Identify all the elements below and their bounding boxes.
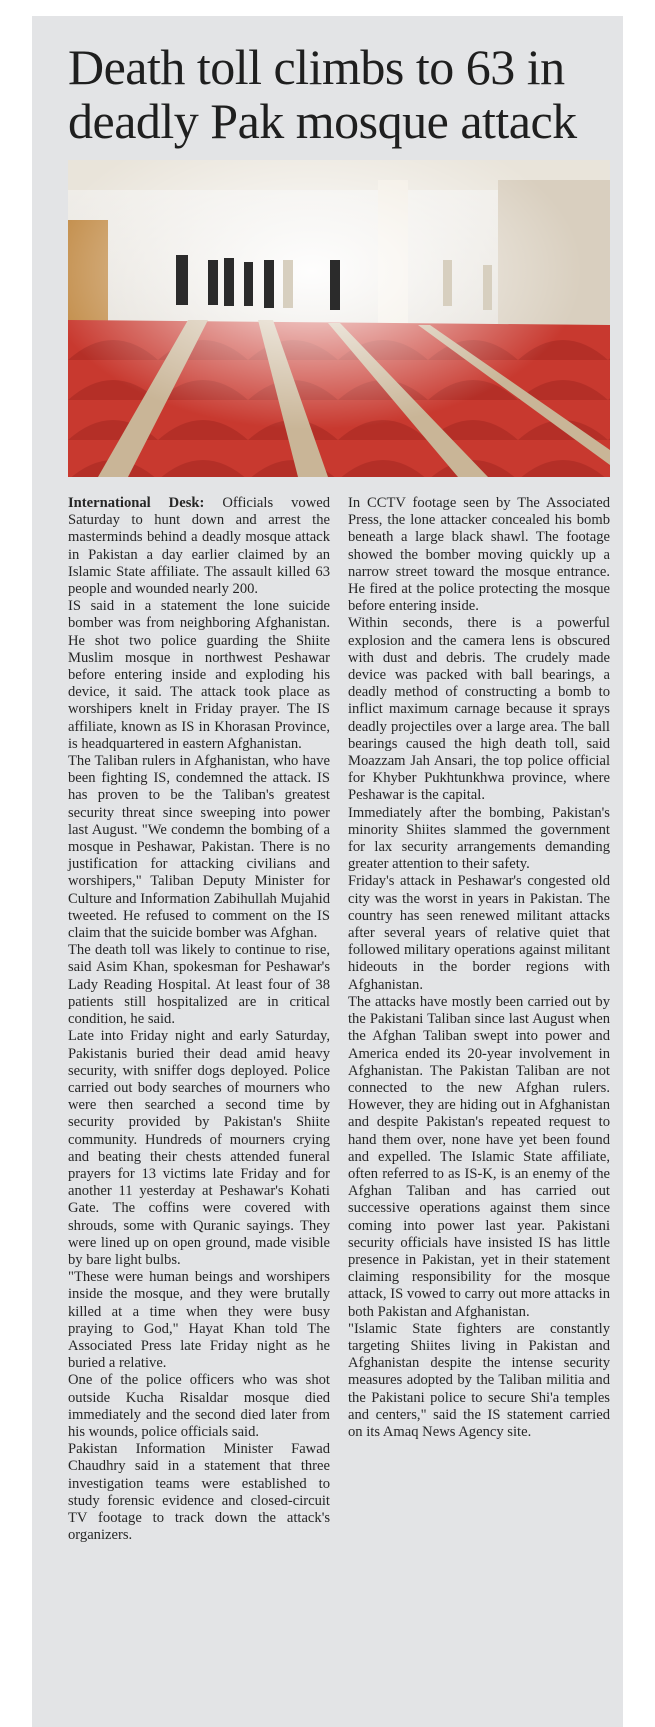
- paragraph: Late into Friday night and early Saturday, Pakistanis buried their dead amid heavy security, with sniffer dogs deployed. Police carried out body searches of mourners who were then searched a second time by security provided by Pakistan's Shiite community. Hundreds of mourners crying and beating their chests attended funeral prayers for 13 victims late Friday and for another 11 yesterday at Peshawar's Kohati Gate. The coffins were covered with shrouds, some with Quranic sayings. They were lined up on open ground, made visible by bare light bulbs.: [68, 1028, 330, 1268]
- paragraph: In CCTV footage seen by The Associated Press, the lone attacker concealed his bomb beneath a large black shawl. The footage showed the bomber moving quickly up a narrow street toward the mosque entrance. He fired at the police protecting the mosque before entering inside.: [348, 495, 610, 615]
- paragraph: Pakistan Information Minister Fawad Chaudhry said in a statement that three investigation teams were established to study forensic evidence and closed-circuit TV footage to track down the attack's organizers.: [68, 1441, 330, 1544]
- article-body: [68, 495, 610, 1544]
- paragraph: [68, 495, 330, 598]
- article-column-right: [348, 495, 610, 1544]
- dateline: International Desk:: [68, 495, 205, 511]
- newspaper-clipping: [32, 16, 623, 1727]
- paragraph: Immediately after the bombing, Pakistan's minority Shiites slammed the government for lax security arrangements demanding greater attention to their safety.: [348, 804, 610, 873]
- photo-smoke: [68, 160, 610, 477]
- paragraph: IS said in a statement the lone suicide bomber was from neighboring Afghanistan. He shot two police guarding the Shiite Muslim mosque in northwest Peshawar before entering inside and exploding his device, it said. The attack took place as worshipers knelt in Friday prayer. The IS affiliate, known as IS in Khorasan Province, is headquartered in eastern Afghanistan.: [68, 598, 330, 752]
- headline: Death toll climbs to 63 in deadly Pak mosque attack: [68, 39, 577, 149]
- photo-mosque-interior-icon: [68, 160, 610, 477]
- paragraph: The Taliban rulers in Afghanistan, who have been fighting IS, condemned the attack. IS has proven to be the Taliban's greatest security threat since sweeping into power last August. "We condemn the bombing of a mosque in Peshawar, Pakistan. There is no justification for attacking civilians and worshipers," Taliban Deputy Minister for Culture and Information Zabihullah Mujahid tweeted. He refused to comment on the IS claim that the suicide bomber was Afghan.: [68, 753, 330, 942]
- paragraph: "These were human beings and worshipers inside the mosque, and they were brutally killed at a time when they were busy praying to God," Hayat Khan told The Associated Press late Friday night as he buried a relative.: [68, 1269, 330, 1372]
- paragraph: The death toll was likely to continue to rise, said Asim Khan, spokesman for Peshawar's Lady Reading Hospital. At least four of 38 patients still hospitalized are in critical condition, he said.: [68, 942, 330, 1028]
- photo-illustration: [68, 160, 610, 477]
- paragraph-text: Officials vowed Saturday to hunt down and arrest the masterminds behind a deadly mosque attack in Pakistan a day earlier claimed by an Islamic State affiliate. The assault killed 63 people and wounded nearly 200.: [68, 495, 331, 598]
- article-column-left: [68, 495, 330, 1544]
- paragraph: "Islamic State fighters are constantly targeting Shiites living in Pakistan and Afghanistan despite the intense security measures adopted by the Taliban militia and the Pakistani police to secure Shi'a temples and centers," said the IS statement carried on its Amaq News Agency site.: [348, 1320, 610, 1440]
- paragraph: Within seconds, there is a powerful explosion and the camera lens is obscured with dust and debris. The crudely made device was packed with ball bearings, a deadly method of constructing a bomb to inflict maximum carnage because it sprays deadly projectiles over a large area. The ball bearings caused the high death toll, said Moazzam Jah Ansari, the top police official for Khyber Pukhtunkhwa province, where Peshawar is the capital.: [348, 615, 610, 804]
- paragraph: Friday's attack in Peshawar's congested old city was the worst in years in Pakistan. The country has seen renewed militant attacks after several years of relative quiet that followed military operations against militant hideouts in the border regions with Afghanistan.: [348, 873, 610, 993]
- paragraph: The attacks have mostly been carried out by the Pakistani Taliban since last August when the Afghan Taliban swept into power and America ended its 20-year involvement in Afghanistan. The Pakistan Taliban are not connected to the new Afghan rulers. However, they are hiding out in Afghanistan and despite Pakistan's repeated request to hand them over, none have yet been found and expelled. The Islamic State affiliate, often referred to as IS-K, is an enemy of the Afghan Taliban and has carried out successive operations against them since coming into power last year. Pakistani security officials have insisted IS has little presence in Pakistan, yet in their statement claiming responsibility for the mosque attack, IS vowed to carry out more attacks in both Pakistan and Afghanistan.: [348, 993, 610, 1320]
- paragraph: One of the police officers who was shot outside Kucha Risaldar mosque died immediately and the second died later from his wounds, police officials said.: [68, 1372, 330, 1440]
